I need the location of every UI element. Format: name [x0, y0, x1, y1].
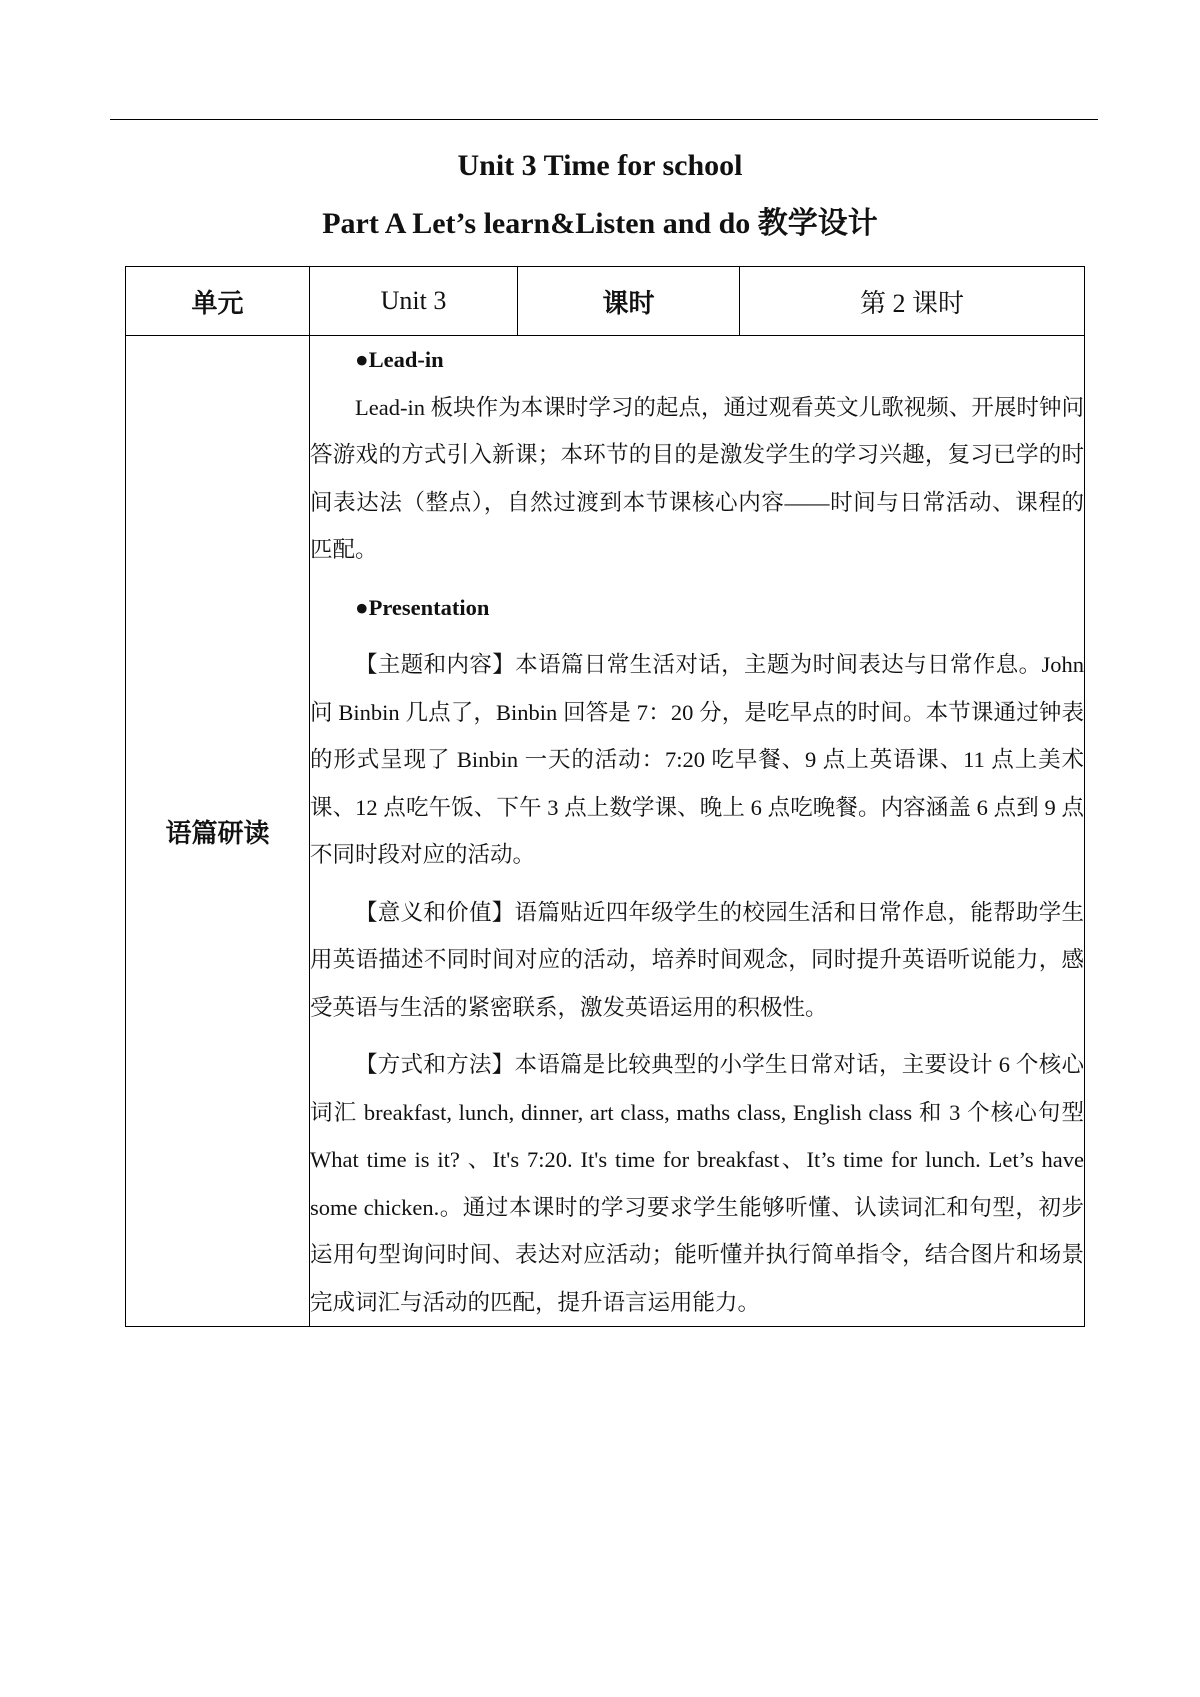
leadin-heading: ●Lead-in	[355, 347, 444, 372]
unit-value: Unit 3	[310, 267, 518, 336]
unit-label: 单元	[126, 267, 310, 336]
presentation-heading: ●Presentation	[355, 594, 490, 620]
lesson-design-table	[125, 266, 1085, 1327]
theme-paragraph: 【主题和内容】本语篇日常生活对话，主题为时间表达与日常作息。John 问 Binbin 几点了，Binbin 回答是 7：20 分，是吃早点的时间。本节课通过钟表的形式呈现了 Binbin 一天的活动：7:20 吃早餐、9 点上英语课、11 点上美术课、12 点吃午饭、下午 3 点上数学课、晚上 6 点吃晚餐。内容涵盖 6 点到 9 点不同时段对应的活动。	[310, 652, 1084, 867]
period-value: 第 2 课时	[740, 267, 1085, 336]
table-header-row	[126, 267, 1085, 336]
document-title: Unit 3 Time for school	[457, 149, 743, 182]
section-content	[310, 336, 1085, 1327]
table-body-row	[126, 336, 1085, 1327]
header-rule	[110, 119, 1098, 120]
document-subtitle: Part A Let’s learn&Listen and do 教学设计	[322, 207, 878, 240]
method-paragraph: 【方式和方法】本语篇是比较典型的小学生日常对话，主要设计 6 个核心词汇 breakfast, lunch, dinner, art class, maths class, English class 和 3 个核心句型 What time is it? 、It's 7:20. It's time for breakfast、It’s time for lunch. Let’s have some chicken.。通过本课时的学习要求学生能够听懂、认读词汇和句型，初步运用句型询问时间、表达对应活动；能听懂并执行简单指令，结合图片和场景完成词汇与活动的匹配，提升语言运用能力。	[310, 1052, 1084, 1315]
period-label: 课时	[518, 267, 740, 336]
section-label: 语篇研读	[126, 336, 310, 1327]
value-paragraph: 【意义和价值】语篇贴近四年级学生的校园生活和日常作息，能帮助学生用英语描述不同时间对应的活动，培养时间观念，同时提升英语听说能力，感受英语与生活的紧密联系，激发英语运用的积极性。	[310, 899, 1084, 1020]
leadin-paragraph: Lead-in 板块作为本课时学习的起点，通过观看英文儿歌视频、开展时钟问答游戏的方式引入新课；本环节的目的是激发学生的学习兴趣，复习已学的时间表达法（整点），自然过渡到本节课核心内容——时间与日常活动、课程的匹配。	[310, 394, 1084, 562]
